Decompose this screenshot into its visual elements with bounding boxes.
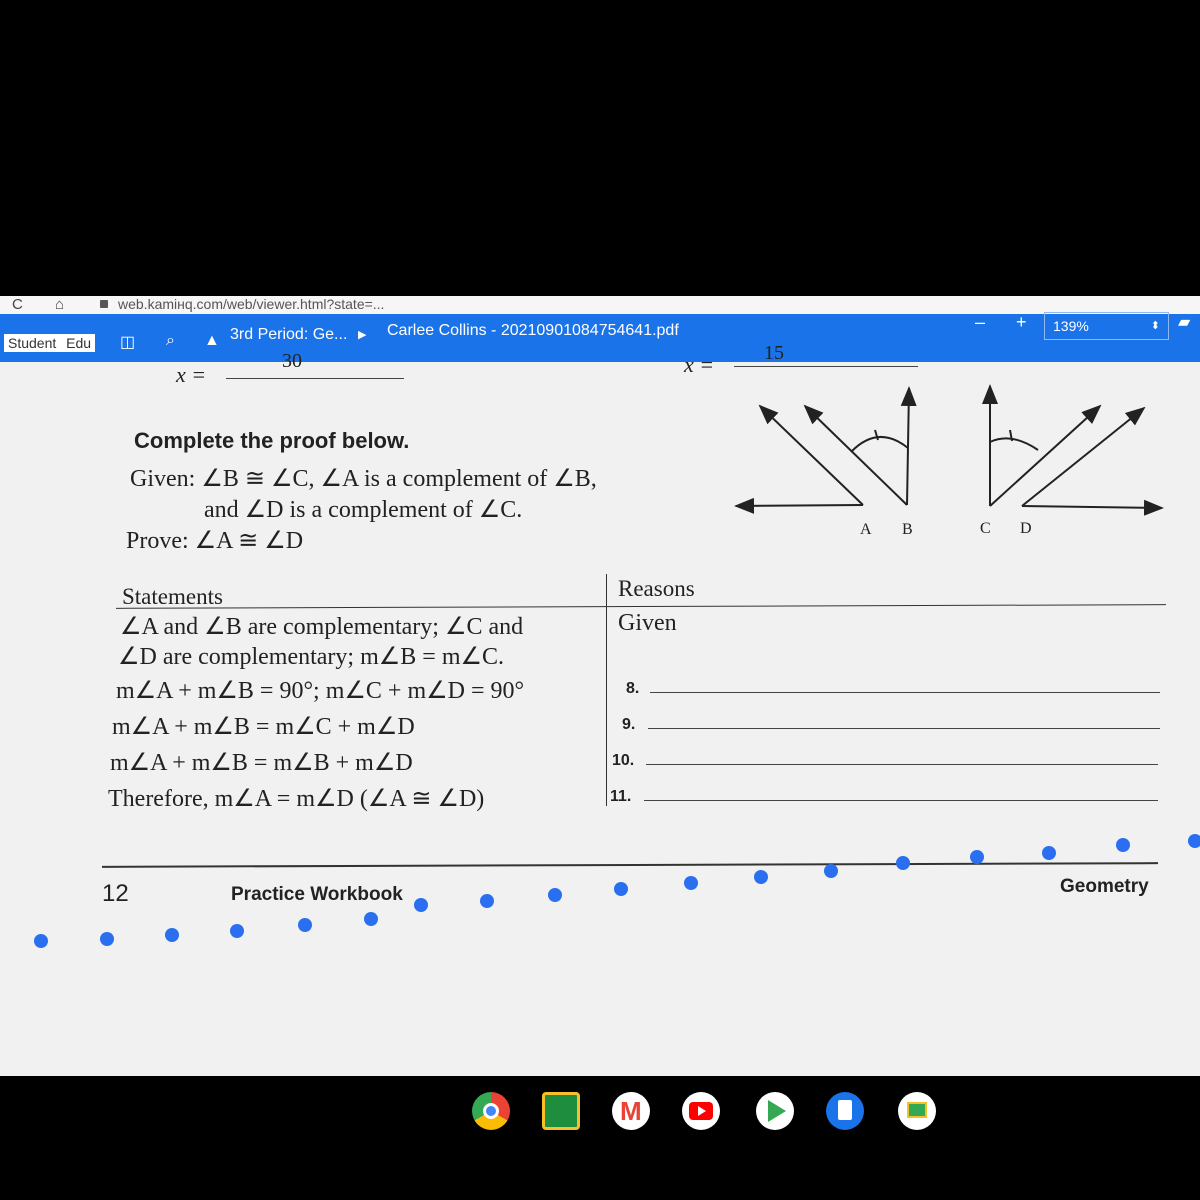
glare-dot: [100, 932, 114, 946]
glare-dot: [1188, 834, 1200, 848]
url-text[interactable]: web.kamiнq.com/web/viewer.html?state=...: [118, 296, 385, 312]
statement-5: Therefore, m∠A = m∠D (∠A ≅ ∠D): [108, 786, 485, 812]
glare-dot: [414, 898, 428, 912]
reason-number-10: 10.: [612, 752, 635, 769]
ray-b-diag: [805, 406, 907, 505]
angle-b-arc: [851, 437, 908, 452]
glare-dot: [824, 864, 838, 878]
reason-number-8: 8.: [626, 680, 640, 697]
edu-label: Edu: [66, 335, 92, 351]
zoom-out-button[interactable]: –: [975, 312, 986, 332]
label-c: C: [980, 520, 991, 537]
glare-dot: [614, 882, 628, 896]
proof-title: Complete the proof below.: [134, 428, 410, 453]
answer-line-left: [226, 378, 404, 379]
select-arrows-icon: ⬍: [1150, 320, 1160, 332]
footer-right: Geometry: [1060, 876, 1149, 897]
reason-number-9: 9.: [622, 716, 636, 733]
zoom-level: 139%: [1053, 318, 1089, 334]
glare-dot: [1116, 838, 1130, 852]
reason-line-11[interactable]: [644, 800, 1158, 801]
statement-1a: ∠A and ∠B are complementary; ∠C and: [120, 614, 524, 640]
label-d: D: [1020, 520, 1032, 537]
reason-given: Given: [618, 610, 677, 636]
glare-dot: [754, 870, 768, 884]
footer-left: Practice Workbook: [231, 884, 403, 905]
screen: [0, 296, 1200, 1076]
answer-line-right: [734, 366, 918, 367]
x-answer-left: 30: [282, 350, 302, 372]
angle-figures: [720, 382, 1180, 552]
breadcrumb[interactable]: 3rd Period: Ge...: [230, 326, 348, 343]
classroom-icon[interactable]: [542, 1092, 580, 1130]
chevron-right-icon: ▶: [358, 329, 367, 341]
reason-number-11: 11.: [610, 788, 632, 805]
statements-header: Statements: [122, 584, 223, 609]
given-line-1: Given: ∠B ≅ ∠C, ∠A is a complement of ∠B,: [130, 466, 597, 492]
label-a: A: [860, 521, 872, 538]
glare-dot: [480, 894, 494, 908]
file-name: Carlee Collins - 20210901084754641.pdf: [387, 322, 679, 339]
reason-line-9[interactable]: [648, 728, 1160, 729]
glare-dot: [165, 928, 179, 942]
zoom-in-button[interactable]: +: [1016, 312, 1027, 332]
glare-dot: [298, 918, 312, 932]
given-statement: [126, 464, 597, 557]
sidebar-toggle-icon[interactable]: ◫: [120, 334, 136, 351]
given-line-2: and ∠D is a complement of ∠C.: [204, 497, 523, 523]
search-icon[interactable]: ⌕: [166, 332, 175, 349]
glare-dot: [34, 934, 48, 948]
glare-dot: [548, 888, 562, 902]
statement-3: m∠A + m∠B = m∠C + m∠D: [112, 714, 415, 740]
docs-icon[interactable]: [826, 1092, 864, 1130]
zoom-select[interactable]: [1044, 312, 1169, 340]
page-number: 12: [102, 880, 129, 907]
nav-buttons[interactable]: C ⌂: [12, 296, 79, 313]
lock-icon: [100, 300, 108, 308]
student-edu-badge: [4, 334, 95, 352]
chrome-icon[interactable]: [472, 1092, 510, 1130]
share-icon[interactable]: ▰: [1178, 314, 1191, 331]
glare-dot: [684, 876, 698, 890]
glare-dot: [1042, 846, 1056, 860]
glare-dot: [896, 856, 910, 870]
ray-d-right: [1022, 506, 1162, 508]
label-b: B: [902, 521, 913, 538]
os-shelf: [0, 1076, 1200, 1200]
reasons-header: Reasons: [618, 576, 695, 601]
kami-toolbar: [0, 314, 1200, 362]
glare-dot: [230, 924, 244, 938]
drive-icon: ▲: [204, 332, 220, 349]
ray-a-up: [760, 406, 863, 505]
gmail-icon[interactable]: M: [612, 1092, 650, 1130]
table-header-rule: [116, 604, 1166, 609]
slides-icon[interactable]: [898, 1092, 936, 1130]
x-label-right: x =: [684, 352, 715, 377]
statement-4: m∠A + m∠B = m∠B + m∠D: [110, 750, 413, 776]
x-label-left: x =: [176, 362, 207, 387]
angle-c-arc: [990, 438, 1038, 450]
student-label: Student: [8, 335, 57, 351]
table-divider: [606, 574, 607, 806]
youtube-icon[interactable]: [682, 1092, 720, 1130]
reason-line-8[interactable]: [650, 692, 1160, 693]
statement-2: m∠A + m∠B = 90°; m∠C + m∠D = 90°: [116, 678, 525, 704]
prove-line: Prove: ∠A ≅ ∠D: [126, 528, 304, 554]
play-store-icon[interactable]: [756, 1092, 794, 1130]
x-answer-right: 15: [764, 342, 784, 364]
footer-rule: [102, 862, 1158, 868]
reason-line-10[interactable]: [646, 764, 1158, 765]
glare-dot: [970, 850, 984, 864]
ray-a-left: [736, 505, 863, 506]
glare-dot: [364, 912, 378, 926]
statement-1b: ∠D are complementary; m∠B = m∠C.: [118, 644, 505, 670]
